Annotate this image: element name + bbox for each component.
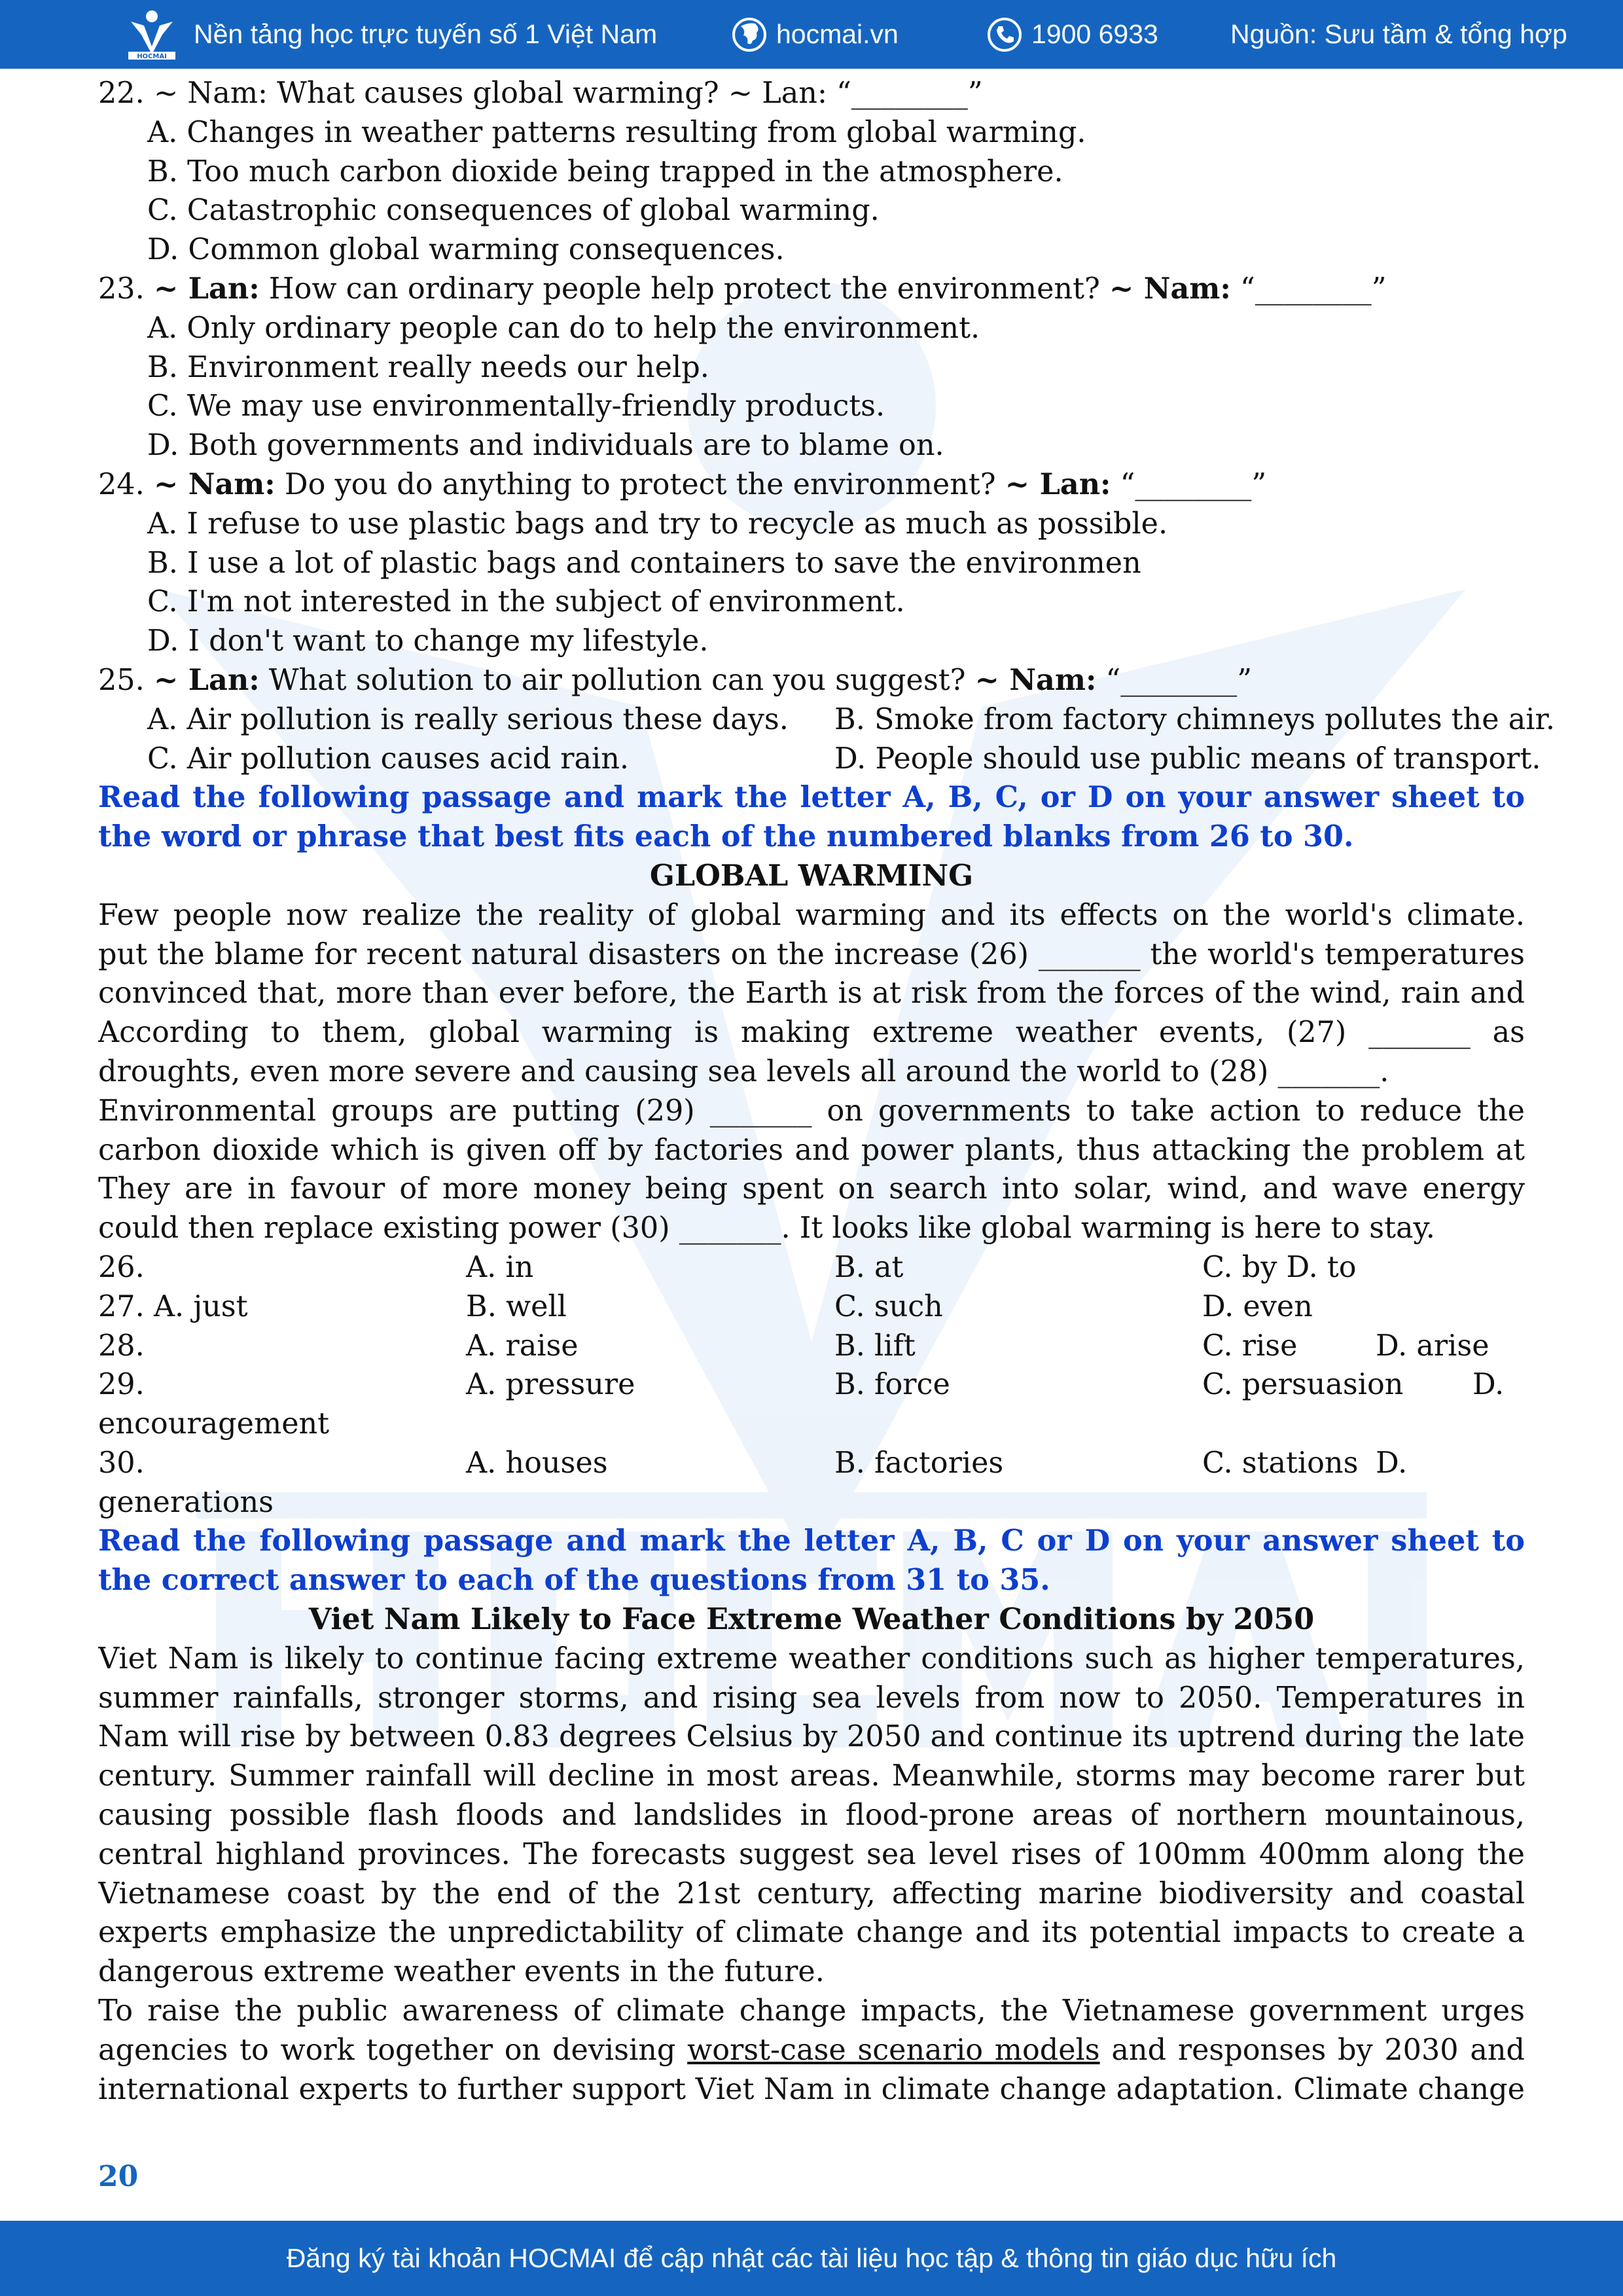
passage-line: Environmental groups are putting (29) _______ on governments to take action to reduce the xyxy=(98,1094,1525,1128)
answer-row-29 xyxy=(98,1365,1525,1405)
passage-line: According to them, global warming is making extreme weather events, (27) _______ as xyxy=(98,1016,1525,1050)
passage-line: To raise the public awareness of climate change impacts, the Vietnamese government urges xyxy=(98,1994,1525,2028)
answer-cell[interactable]: 27. A. just xyxy=(98,1289,248,1323)
answer-option[interactable]: C. rise xyxy=(1202,1329,1298,1363)
passage-title: GLOBAL WARMING xyxy=(649,858,974,893)
question-text: How can ordinary people help protect the environment? xyxy=(259,272,1109,306)
option-23-a[interactable]: A. Only ordinary people can do to help the environment. xyxy=(147,311,980,345)
passage-line: carbon dioxide which is given off by factories and power plants, thus attacking the problem at xyxy=(98,1133,1525,1167)
answer-option[interactable]: D. even xyxy=(1202,1289,1313,1323)
passage-line: put the blame for recent natural disasters on the increase (26) _______ the world's temperatures xyxy=(98,937,1525,971)
passage-line: Viet Nam is likely to continue facing extreme weather conditions such as higher temperatures, xyxy=(98,1641,1525,1676)
answer-row-29-wrap xyxy=(98,1405,1525,1444)
question-23 xyxy=(98,270,1525,309)
passage-line: convinced that, more than ever before, the Earth is at risk from the forces of the wind, rain and xyxy=(98,977,1525,1011)
instruction-line: Read the following passage and mark the letter A, B, C or D on your answer sheet to xyxy=(98,1524,1525,1558)
answer-option[interactable]: A. houses xyxy=(466,1446,608,1480)
page-number: 20 xyxy=(98,2160,139,2193)
option-22-c[interactable]: C. Catastrophic consequences of global warming. xyxy=(147,194,880,228)
answer-cell: 30. xyxy=(98,1446,145,1480)
option-22-b[interactable]: B. Too much carbon dioxide being trapped in the atmosphere. xyxy=(147,154,1063,188)
instruction-line: the correct answer to each of the questions from 31 to 35. xyxy=(98,1563,1050,1598)
hotline[interactable] xyxy=(987,0,1158,69)
question-text: Do you do anything to protect the environment? xyxy=(275,467,1005,501)
answer-option[interactable]: generations xyxy=(98,1485,274,1519)
answer-cell: 29. xyxy=(98,1368,145,1402)
question-number: 22. xyxy=(98,77,145,110)
source-text: Nguồn: Sưu tầm & tổng hợp xyxy=(1230,19,1567,49)
underlined-phrase: worst-case scenario models xyxy=(687,2033,1100,2067)
passage-text: and responses by 2030 and xyxy=(1111,2033,1525,2067)
option-25-c[interactable]: C. Air pollution causes acid rain. xyxy=(147,742,630,776)
option-25-d[interactable]: D. People should use public means of transport. xyxy=(834,742,1541,776)
passage-line: international experts to further support Viet Nam in climate change adaptation. Climate change xyxy=(98,2072,1525,2106)
option-23-b[interactable]: B. Environment really needs our help. xyxy=(147,350,709,384)
option-24-d[interactable]: D. I don't want to change my lifestyle. xyxy=(147,624,709,658)
answer-option[interactable]: C. such xyxy=(834,1289,943,1323)
option-22-d[interactable]: D. Common global warming consequences. xyxy=(147,233,785,267)
passage-line xyxy=(98,2031,1525,2070)
instruction-line: the word or phrase that best fits each of the numbered blanks from 26 to 30. xyxy=(98,819,1354,854)
answer-option[interactable]: B. at xyxy=(834,1250,904,1284)
speaker: ~ Lan: xyxy=(153,662,260,697)
speaker: ~ Lan: xyxy=(1005,467,1111,501)
answer-option[interactable]: D. xyxy=(1376,1446,1408,1480)
passage-title: Viet Nam Likely to Face Extreme Weather Conditions by 2050 xyxy=(308,1602,1315,1637)
answer-row-26 xyxy=(98,1248,1525,1287)
website-text: hocmai.vn xyxy=(776,19,899,49)
phone-icon xyxy=(987,17,1022,52)
options-25-row-2 xyxy=(98,740,1541,779)
answer-option[interactable]: C. stations xyxy=(1202,1446,1359,1480)
speaker: ~ Lan: xyxy=(153,271,260,306)
header-bar xyxy=(0,0,1623,69)
brand[interactable] xyxy=(124,0,657,69)
answer-blank: “________” xyxy=(1096,663,1253,697)
passage-line: Few people now realize the reality of global warming and its effects on the world's climate. xyxy=(98,898,1525,932)
phone-text: 1900 6933 xyxy=(1031,19,1158,49)
question-24 xyxy=(98,465,1525,505)
passage-line: They are in favour of more money being spent on search into solar, wind, and wave energy xyxy=(98,1172,1525,1206)
question-text: What solution to air pollution can you suggest? xyxy=(259,663,975,697)
answer-option[interactable]: B. force xyxy=(834,1368,950,1402)
question-number: 25. xyxy=(98,663,145,697)
footer-banner[interactable] xyxy=(0,2221,1623,2296)
option-24-a[interactable]: A. I refuse to use plastic bags and try to recycle as much as possible. xyxy=(147,507,1168,541)
passage-line: summer rainfalls, stronger storms, and rising sea levels from now to 2050. Temperatures in xyxy=(98,1681,1525,1715)
globe-icon xyxy=(732,17,767,52)
passage-line: dangerous extreme weather events in the future. xyxy=(98,1955,825,1989)
option-22-a[interactable]: A. Changes in weather patterns resulting from global warming. xyxy=(147,115,1086,149)
option-24-b[interactable]: B. I use a lot of plastic bags and containers to save the environmen xyxy=(147,546,1141,580)
answer-option[interactable]: C. persuasion xyxy=(1202,1368,1404,1402)
answer-option[interactable]: C. by D. to xyxy=(1202,1250,1357,1284)
passage-line: causing possible flash floods and landslides in flood-prone areas of northern mountainous, xyxy=(98,1799,1525,1833)
answer-cell: 26. xyxy=(98,1250,145,1284)
question-text: ~ Nam: What causes global warming? ~ Lan: “________” xyxy=(153,77,983,110)
passage-text: agencies to work together on devising xyxy=(98,2033,688,2067)
answer-option[interactable]: A. pressure xyxy=(466,1368,635,1402)
passage-line: Vietnamese coast by the end of the 21st century, affecting marine biodiversity and coastal xyxy=(98,1876,1525,1910)
answer-blank: “________” xyxy=(1230,272,1387,306)
logo-text: HOCMAI xyxy=(137,52,167,60)
answer-option[interactable]: encouragement xyxy=(98,1407,330,1441)
hocmai-logo-icon xyxy=(124,9,179,61)
answer-option[interactable]: B. factories xyxy=(834,1446,1004,1480)
answer-option[interactable]: B. well xyxy=(466,1289,567,1323)
footer-banner-text: Đăng ký tài khoản HOCMAI để cập nhật các tài liệu học tập & thông tin giáo dục hữu ích xyxy=(286,2243,1337,2273)
passage-line: droughts, even more severe and causing sea levels all around the world to (28) _______. xyxy=(98,1054,1389,1088)
speaker: ~ Nam: xyxy=(1109,271,1231,306)
instruction-line: Read the following passage and mark the letter A, B, C, or D on your answer sheet to xyxy=(98,780,1525,815)
question-number: 24. xyxy=(98,467,145,501)
option-23-d[interactable]: D. Both governments and individuals are to blame on. xyxy=(147,429,944,463)
answer-row-30-wrap xyxy=(98,1483,1525,1522)
answer-blank: “________” xyxy=(1111,467,1267,501)
source-note xyxy=(1230,0,1567,69)
slogan: Nền tảng học trực tuyến số 1 Việt Nam xyxy=(194,19,658,49)
passage-line: central highland provinces. The forecasts suggest sea level rises of 100mm 400mm along the xyxy=(98,1837,1525,1871)
passage-line: could then replace existing power (30) _______. It looks like global warming is here to stay. xyxy=(98,1211,1435,1246)
options-25-row-1 xyxy=(98,700,1555,740)
option-23-c[interactable]: C. We may use environmentally-friendly products. xyxy=(147,389,885,423)
answer-row-27 xyxy=(98,1287,1525,1327)
question-25 xyxy=(98,661,1525,700)
answer-cell: 28. xyxy=(98,1329,145,1363)
option-25-b[interactable]: B. Smoke from factory chimneys pollutes the air. xyxy=(834,702,1555,736)
passage-line: Nam will rise by between 0.83 degrees Celsius by 2050 and continue its uptrend during the late xyxy=(98,1720,1525,1754)
speaker: ~ Nam: xyxy=(974,662,1097,697)
passage-line: experts emphasize the unpredictability of climate change and its potential impacts to create a xyxy=(98,1916,1525,1950)
answer-option[interactable]: D. arise xyxy=(1376,1329,1489,1363)
answer-option[interactable]: B. lift xyxy=(834,1329,916,1363)
option-25-a[interactable]: A. Air pollution is really serious these days. xyxy=(147,702,789,736)
speaker: ~ Nam: xyxy=(153,467,276,501)
answer-option[interactable]: D. xyxy=(1472,1368,1505,1402)
worksheet-content xyxy=(98,74,1555,2109)
question-22 xyxy=(98,74,1525,113)
answer-row-28 xyxy=(98,1327,1525,1366)
answer-row-30 xyxy=(98,1444,1525,1483)
answer-option[interactable]: A. raise xyxy=(466,1329,579,1363)
passage-line: century. Summer rainfall will decline in most areas. Meanwhile, storms may become rarer but xyxy=(98,1759,1525,1793)
website-link[interactable] xyxy=(732,0,899,69)
answer-option[interactable]: A. in xyxy=(466,1250,534,1284)
question-number: 23. xyxy=(98,272,145,306)
option-24-c[interactable]: C. I'm not interested in the subject of environment. xyxy=(147,585,905,619)
